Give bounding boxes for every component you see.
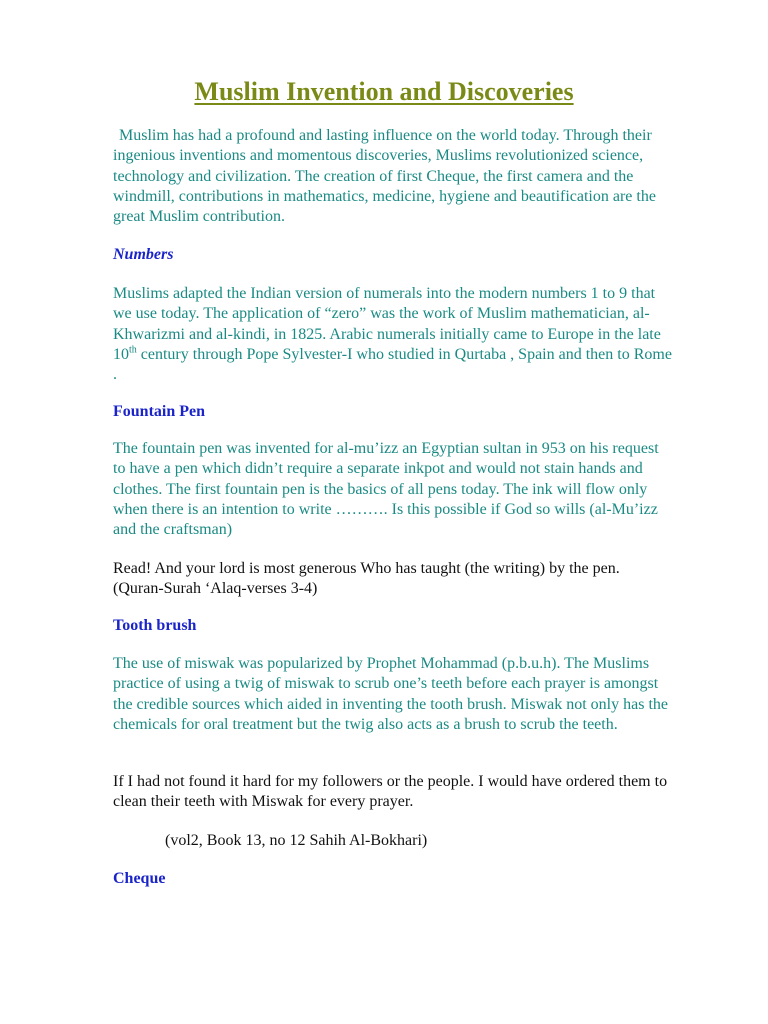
tooth-brush-paragraph: The use of miswak was popularized by Prophet Mohammad (p.b.u.h). The Muslims practice of using a twig of miswak to scrub one’s teeth before each prayer is amongst the credible sources which aided in inventing the tooth brush. Miswak not only has the chemicals for oral treatment but the twig also acts as a brush to scrub the teeth. [113,655,668,733]
page-title: Muslim Invention and Discoveries [194,77,574,106]
numbers-paragraph [113,284,673,385]
numbers-paragraph-text-cont: century through Pope Sylvester-I who studied in Qurtaba , Spain and then to Rome . [113,345,672,384]
intro-paragraph: Muslim has had a profound and lasting influence on the world today. Through their ingenious inventions and momentous discoveries, Muslims revolutionized science, technology and civilization. The creation of first Cheque, the first camera and the windmill, contributions in mathematics, medicine, hygiene and beautification are the great Muslim contribution. [113,127,656,226]
numbers-paragraph-text: Muslims adapted the Indian version of numerals into the modern numbers 1 to 9 that we use today. The application of “zero” was the work of Muslim mathematician, al-Khwarizmi and al-kindi, in 1825. Arabic numerals initially came to Europe in the late 10 [113,285,661,363]
numbers-heading: Numbers [113,246,174,263]
fountain-pen-paragraph: The fountain pen was invented for al-mu’izz an Egyptian sultan in 953 on his request to have a pen which didn’t require a separate inkpot and would not stain hands and clothes. The first fountain pen is the basics of all pens today. The ink will flow only when there is an intention to write ………. Is this possible if God so wills (al-Mu’izz and the craftsman) [113,440,659,539]
cheque-heading: Cheque [113,870,166,887]
tooth-brush-heading: Tooth brush [113,617,197,634]
fountain-pen-heading: Fountain Pen [113,403,206,420]
fountain-pen-quote: Read! And your lord is most generous Who has taught (the writing) by the pen. (Quran-Surah ‘Alaq-verses 3-4) [113,560,620,598]
numbers-superscript: th [129,344,137,356]
tooth-brush-citation: (vol2, Book 13, no 12 Sahih Al-Bokhari) [165,832,428,849]
tooth-brush-quote: If I had not found it hard for my followers or the people. I would have ordered them to clean their teeth with Miswak for every prayer. [113,773,668,811]
